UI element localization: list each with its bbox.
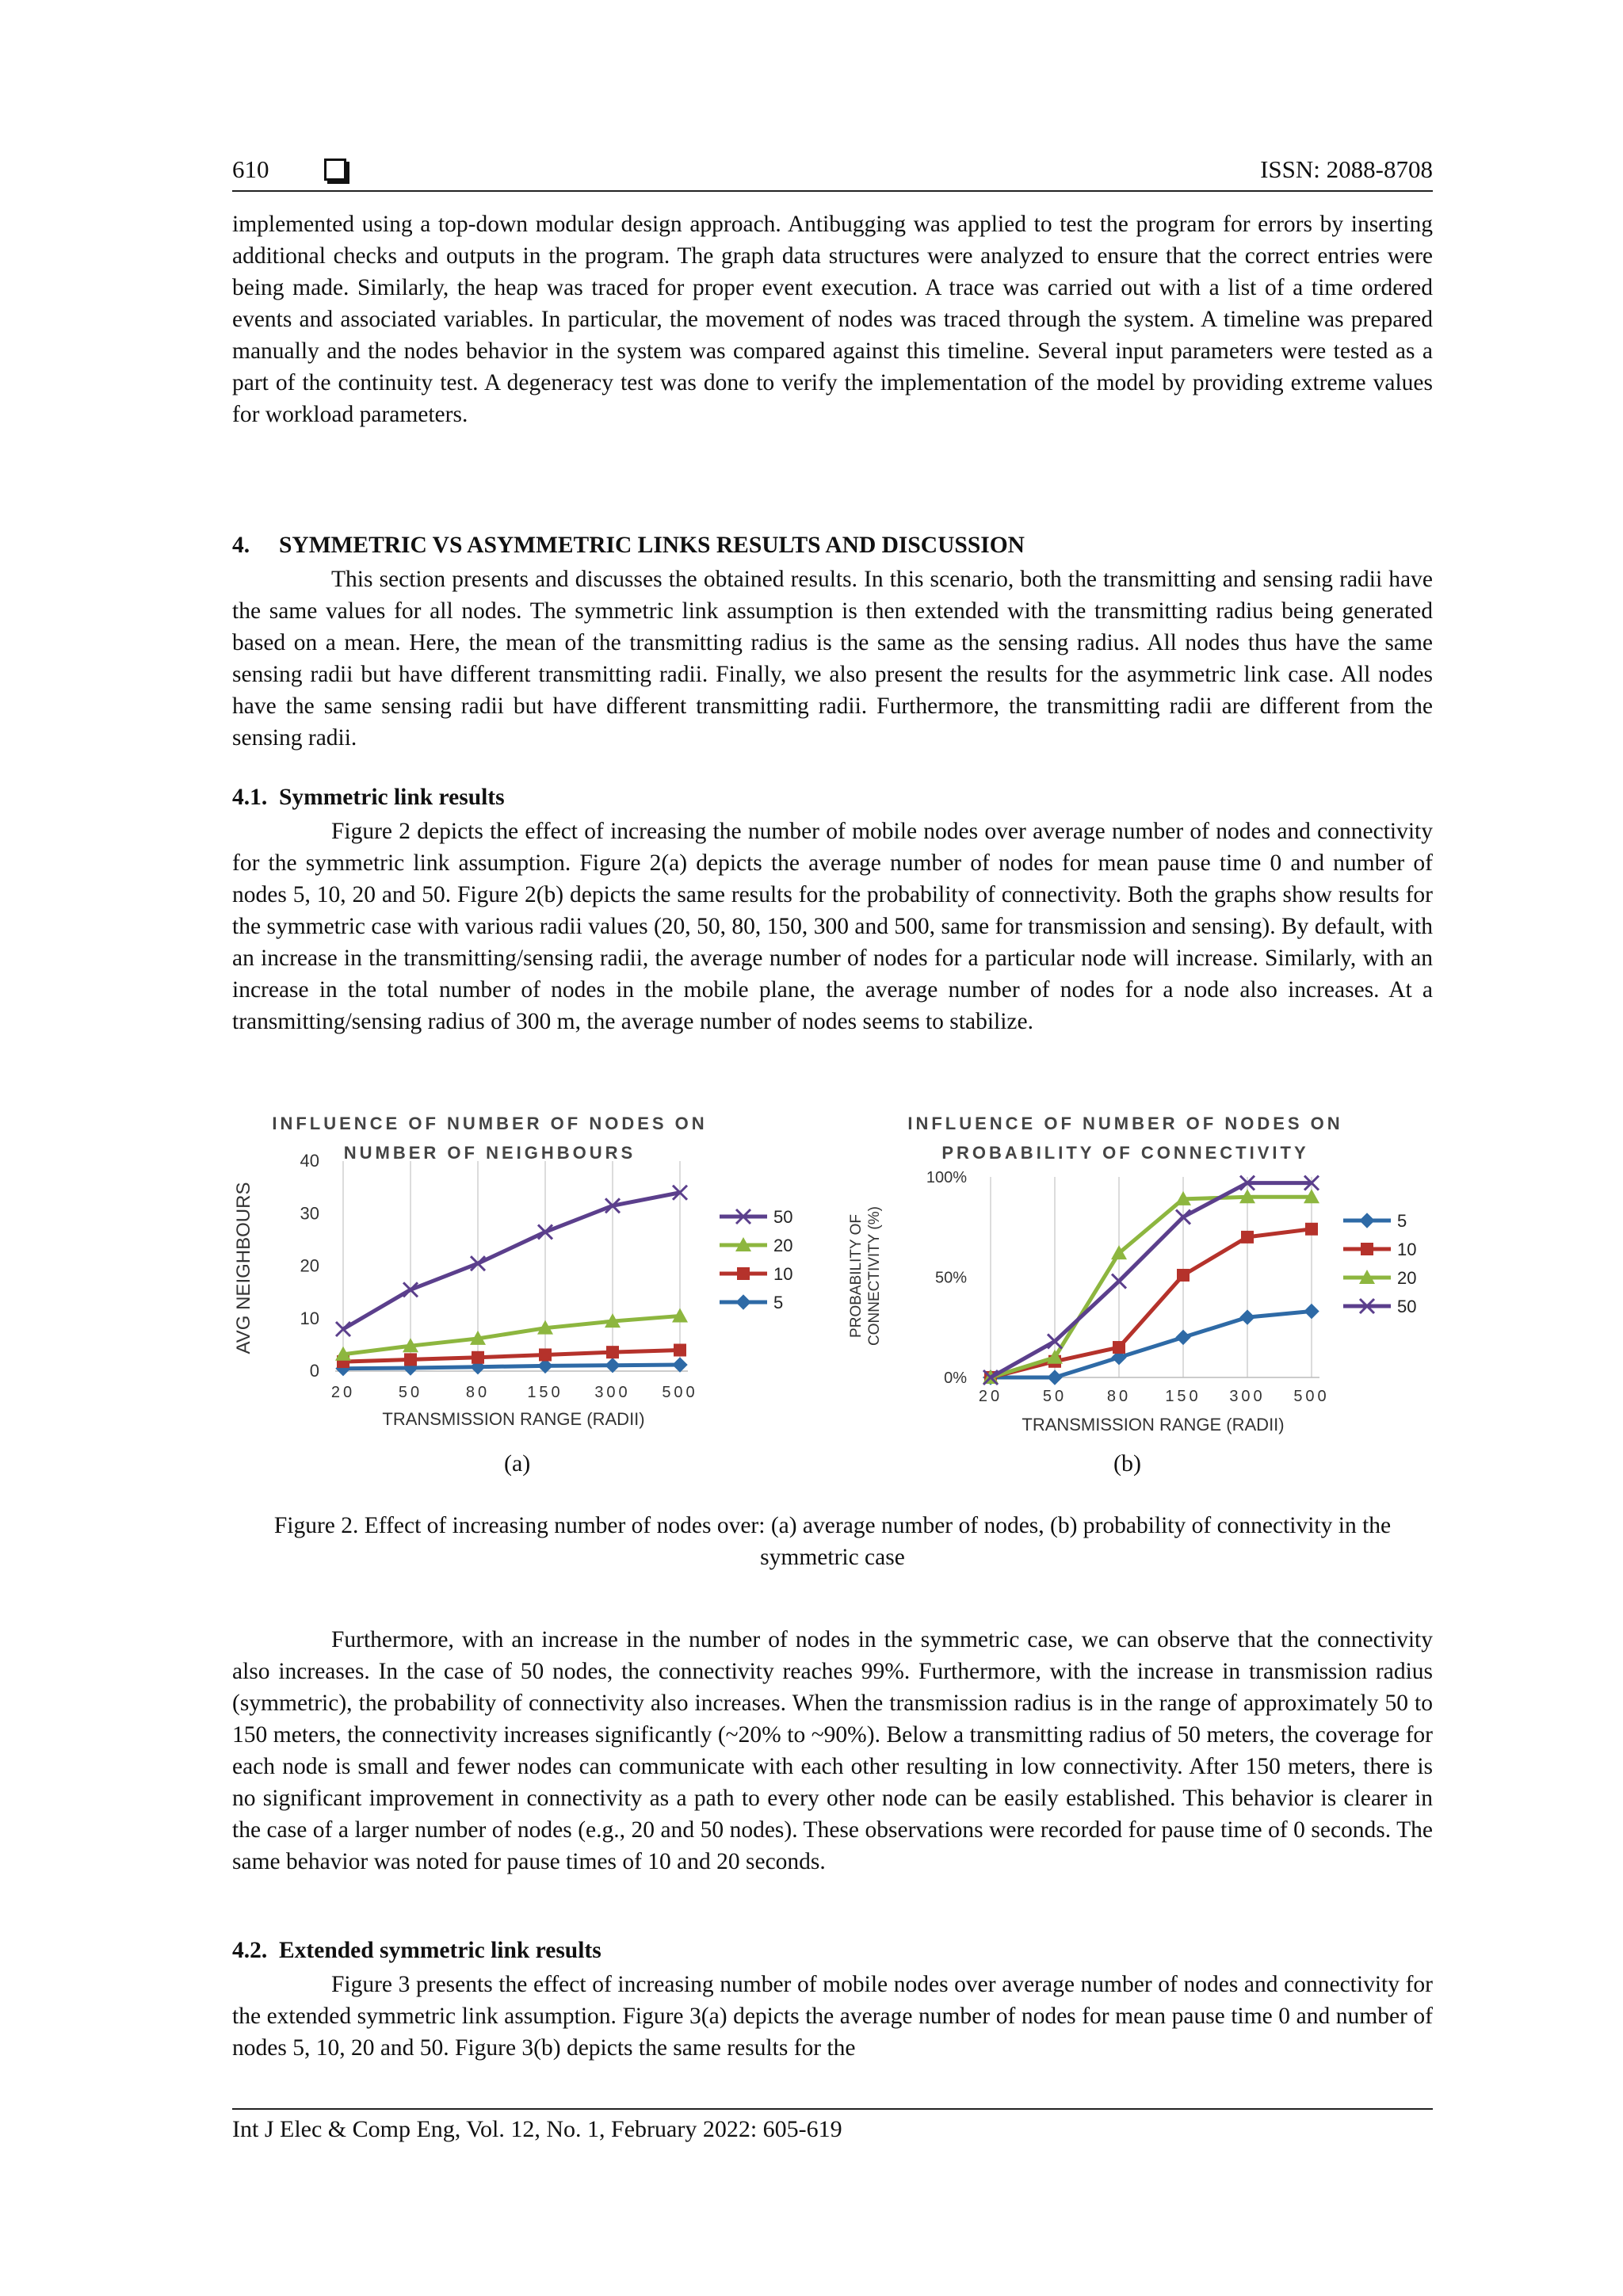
y-tick-label: 30	[300, 1203, 319, 1224]
checkbox-square-icon	[324, 159, 346, 181]
legend-marker-10	[737, 1267, 750, 1280]
paragraph-intro: implemented using a top-down modular design approach. Antibugging was applied to test the program for errors by inserting additional checks and outputs in the program. The graph data structures were analyzed to ensure that the correct entries were being made. Similarly, the heap was traced for proper event execution. A trace was carried out with a list of a time ordered events and associated variables. In particular, the movement of nodes was traced through the system. A timeline was prepared manually and the nodes behavior in the system was compared against this timeline. Several input parameters were tested as a part of the continuity test. A degeneracy test was done to verify the implementation of the model by providing extreme values for workload parameters.	[232, 212, 1433, 427]
figure-caption: Figure 2. Effect of increasing number of nodes over: (a) average number of nodes, (b) probability of connectivity in the symmetric case	[273, 1513, 1392, 1570]
page-number: 610	[232, 155, 269, 183]
legend-label-5: 5	[773, 1293, 784, 1312]
y-tick-label: 100%	[926, 1169, 967, 1186]
series-line-20	[343, 1316, 680, 1354]
data-point-10	[1305, 1223, 1318, 1236]
x-tick-label: 500	[1293, 1388, 1330, 1405]
series-line-5	[991, 1312, 1312, 1377]
x-tick-label: 300	[594, 1384, 631, 1401]
y-tick-label: 0	[309, 1361, 319, 1381]
figure-2a-chart	[232, 1106, 811, 1454]
section-4-2-heading: 4.2. Extended symmetric link results	[232, 1938, 601, 1963]
series-line-10	[343, 1350, 680, 1362]
chart-b-ylabel-line2: CONNECTIVITY (%)	[866, 1206, 883, 1346]
section-4-heading: 4. SYMMETRIC VS ASYMMETRIC LINKS RESULTS AND DISCUSSION	[232, 533, 1025, 558]
chart-b-title-line1: INFLUENCE OF NUMBER OF NODES ON	[907, 1114, 1343, 1133]
subfigure-b-label: (b)	[1113, 1450, 1141, 1477]
subfigure-a-label: (a)	[504, 1450, 531, 1477]
data-point-10	[472, 1351, 484, 1364]
legend-label-50: 50	[773, 1207, 793, 1227]
legend-marker-5	[736, 1295, 750, 1309]
x-tick-label: 500	[662, 1384, 698, 1401]
legend-label-20: 20	[1397, 1268, 1417, 1288]
x-tick-label: 20	[330, 1384, 356, 1401]
chart-a-title-line1: INFLUENCE OF NUMBER OF NODES ON	[272, 1114, 708, 1133]
x-tick-label: 50	[398, 1384, 423, 1401]
data-point-5	[1176, 1330, 1190, 1344]
figure-2b-chart	[836, 1106, 1415, 1454]
chart-b-xlabel: TRANSMISSION RANGE (RADII)	[1022, 1415, 1285, 1435]
data-point-5	[673, 1358, 687, 1372]
page-header	[232, 155, 1433, 192]
data-point-10	[1241, 1231, 1254, 1244]
y-tick-label: 20	[300, 1255, 319, 1276]
x-tick-label: 80	[1106, 1388, 1132, 1405]
data-point-10	[674, 1344, 686, 1357]
series-line-50	[343, 1193, 680, 1329]
x-tick-label: 300	[1229, 1388, 1266, 1405]
x-tick-label: 20	[978, 1388, 1003, 1405]
x-tick-label: 50	[1042, 1388, 1067, 1405]
section-4-text: This section presents and discusses the obtained results. In this scenario, both the transmitting and sensing radii have the same values for all nodes. The symmetric link assumption is then extended with the transmitting radius being generated based on a mean. Here, the mean of the transmitting radius is the same as the sensing radius. All nodes thus have the same sensing radii but have different transmitting radii. Finally, we also present the results for the asymmetric link case. All nodes have the same sensing radii but have different transmitting radii. Furthermore, the transmitting radii are different from the sensing radii.	[232, 567, 1433, 751]
legend-label-5: 5	[1397, 1211, 1407, 1231]
data-point-5	[1304, 1305, 1319, 1319]
data-point-10	[606, 1346, 619, 1358]
chart-a-title-line2: NUMBER OF NEIGHBOURS	[343, 1143, 636, 1163]
x-tick-label: 150	[1165, 1388, 1201, 1405]
y-tick-label: 10	[300, 1308, 319, 1328]
section-4-1-text: Figure 2 depicts the effect of increasing the number of mobile nodes over average number of nodes and connectivity for the symmetric link assumption. Figure 2(a) depicts the average number of nodes for mean pause time 0 and number of nodes 5, 10, 20 and 50. Figure 2(b) depicts the same results for the probability of connectivity. Both the graphs show results for the symmetric case with various radii values (20, 50, 80, 150, 300 and 500, same for transmission and sensing). By default, with an increase in the transmitting/sensing radii, the average number of nodes for a particular node will increase. Similarly, with an increase in the total number of nodes in the mobile plane, the average number of nodes for a node also increases. At a transmitting/sensing radius of 300 m, the average number of nodes seems to stabilize.	[232, 819, 1433, 1034]
data-point-5	[605, 1358, 620, 1373]
chart-b-title-line2: PROBABILITY OF CONNECTIVITY	[941, 1143, 1309, 1163]
issn-label: ISSN: 2088-8708	[1260, 155, 1433, 183]
paragraph-after-figure: Furthermore, with an increase in the number of nodes in the symmetric case, we can observe that the connectivity also increases. In the case of 50 nodes, the connectivity reaches 99%. Furthermore, with the increase in transmission radius (symmetric), the probability of connectivity also increases. When the transmission radius is in the range of approximately 50 to 150 meters, the connectivity increases significantly (~20% to ~90%). Below a transmitting radius of 50 meters, the coverage for each node is small and fewer nodes can communicate with each other resulting in low connectivity. After 150 meters, there is no significant improvement in connectivity as a path to every other node can be easily established. This behavior is clearer in the case of a larger number of nodes (e.g., 20 and 50 nodes). These observations were recorded for pause time of 0 seconds. The same behavior was noted for pause times of 10 and 20 seconds.	[232, 1627, 1433, 1874]
section-4-1-heading: 4.1. Symmetric link results	[232, 785, 505, 810]
data-point-10	[404, 1353, 417, 1366]
section-4-2-text: Figure 3 presents the effect of increasing number of mobile nodes over average number of nodes and connectivity for the extended symmetric link assumption. Figure 3(a) depicts the average number of nodes for mean pause time 0 and number of nodes 5, 10, 20 and 50. Figure 3(b) depicts the same results for the	[232, 1972, 1433, 2061]
data-point-10	[1177, 1269, 1190, 1282]
data-point-5	[1240, 1310, 1254, 1324]
legend-marker-5	[1360, 1213, 1374, 1228]
legend-label-10: 10	[773, 1264, 793, 1284]
y-tick-label: 0%	[944, 1370, 967, 1387]
legend-label-20: 20	[773, 1236, 793, 1255]
data-point-10	[1113, 1341, 1125, 1354]
page-footer: Int J Elec & Comp Eng, Vol. 12, No. 1, February 2022: 605-619	[232, 2108, 1433, 2143]
chart-a-ylabel: AVG NEIGHBOURS	[233, 1182, 254, 1354]
x-tick-label: 150	[527, 1384, 563, 1401]
data-point-5	[1048, 1370, 1062, 1385]
x-tick-label: 80	[465, 1384, 491, 1401]
series-line-5	[343, 1365, 680, 1369]
legend-label-50: 50	[1397, 1297, 1417, 1316]
y-tick-label: 50%	[934, 1269, 967, 1287]
y-tick-label: 40	[300, 1151, 319, 1171]
data-point-10	[539, 1348, 552, 1361]
legend-marker-10	[1361, 1243, 1373, 1255]
legend-label-10: 10	[1397, 1240, 1417, 1259]
chart-b-ylabel-line1: PROBABILITY OF	[848, 1214, 865, 1338]
chart-a-xlabel: TRANSMISSION RANGE (RADII)	[382, 1409, 645, 1429]
